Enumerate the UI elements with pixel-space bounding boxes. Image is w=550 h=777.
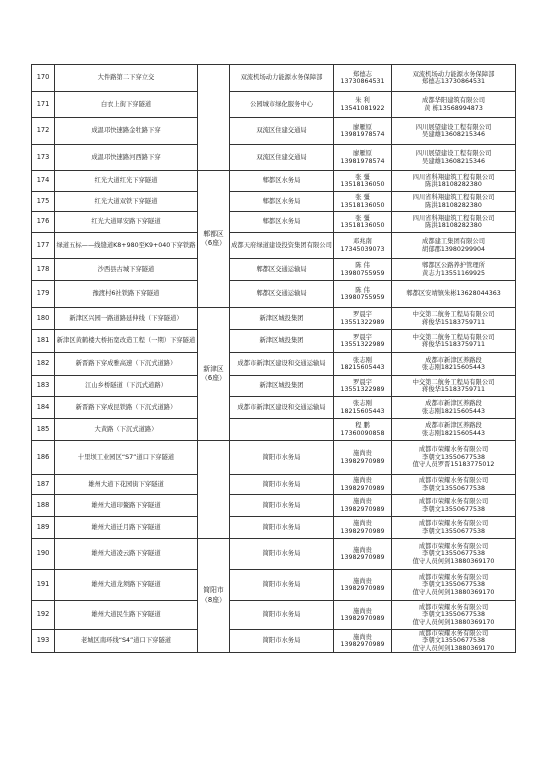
table-row <box>32 570 516 601</box>
responsible-unit-line: 吴建雄13608215346 <box>422 157 485 165</box>
row-number: 185 <box>32 419 55 441</box>
responsible-unit-line: 陈洪18108282380 <box>425 201 482 209</box>
contact-person-line: 施尚贵 <box>353 450 372 458</box>
contact-person <box>334 259 392 281</box>
managing-unit: 简阳市水务局 <box>230 570 334 601</box>
responsible-unit-line: 张志刚18215605443 <box>422 364 485 371</box>
contact-person-line: 13981978574 <box>340 157 385 165</box>
district-cell <box>198 171 230 308</box>
responsible-unit-line: 成都华阳建筑有限公司 <box>422 97 485 105</box>
district-label: （6座） <box>201 374 226 382</box>
responsible-unit <box>392 171 516 192</box>
row-number: 174 <box>32 171 55 192</box>
contact-person-line: 程 鹏 <box>355 422 370 430</box>
table-row <box>32 118 516 145</box>
tunnel-name: 新晋路下穿成昆铁路（下沉式道路） <box>55 397 198 419</box>
managing-unit: 简阳市水务局 <box>230 630 334 653</box>
tunnel-name: 雄州大道凌云路下穿隧道 <box>55 539 198 570</box>
contact-person <box>334 475 392 495</box>
tunnel-name: 沙西县古城下穿隧道 <box>55 259 198 281</box>
responsible-unit-line: 胡郁郡13980299904 <box>422 245 485 253</box>
responsible-unit-line: 中交第二航务工程局有限公司 <box>412 333 495 341</box>
tunnel-name: 红光大道双铁下穿隧道 <box>55 192 198 212</box>
responsible-unit-line: 成都市荣耀水务有限公司 <box>418 446 489 454</box>
contact-person-line: 13982970989 <box>340 585 385 592</box>
table-row <box>32 495 516 517</box>
table-row <box>32 517 516 539</box>
tunnel-name: 新津区兴园一路道路延伸线（下穿隧道） <box>55 308 198 330</box>
responsible-unit-line: 双流机场动力能源水务保障部 <box>412 70 495 78</box>
contact-person <box>334 539 392 570</box>
row-number: 175 <box>32 192 55 212</box>
contact-person-line: 朱 利 <box>355 97 370 105</box>
responsible-unit-line: 李朝文13550677538 <box>422 637 485 645</box>
tunnel-name: 成温邛快速路河西路下穿 <box>55 145 198 171</box>
contact-person-line: 13982970989 <box>340 484 385 492</box>
table-row <box>32 192 516 212</box>
row-number: 186 <box>32 441 55 475</box>
responsible-unit-line: 成都市新津区养路段 <box>425 356 482 364</box>
table-row <box>32 419 516 441</box>
responsible-unit-line: 蒋俊华15183759711 <box>422 318 485 326</box>
managing-unit: 郫都区水务局 <box>230 212 334 233</box>
contact-person <box>334 517 392 539</box>
managing-unit: 郫都区水务局 <box>230 171 334 192</box>
responsible-unit-line: 郑德志13730864531 <box>422 78 485 85</box>
row-number: 188 <box>32 495 55 517</box>
contact-person-line: 13551322989 <box>340 386 385 393</box>
row-number: 190 <box>32 539 55 570</box>
tunnel-name: 红光大道犀安路下穿隧道 <box>55 212 198 233</box>
responsible-unit <box>392 441 516 475</box>
contact-person-line: 13982970989 <box>340 615 385 622</box>
responsible-unit-line: 陈洪18108282380 <box>425 181 482 188</box>
managing-unit: 双流区住建交通局 <box>230 145 334 171</box>
contact-person-line: 13980755959 <box>340 269 385 277</box>
contact-person-line: 13730864531 <box>340 78 385 85</box>
district-label: （6座） <box>201 239 226 247</box>
managing-unit: 新津区城投集团 <box>230 330 334 353</box>
row-number: 172 <box>32 118 55 145</box>
row-number: 187 <box>32 475 55 495</box>
contact-person <box>334 397 392 419</box>
row-number: 191 <box>32 570 55 601</box>
tunnel-name: 成温邛快速路金牡路下穿 <box>55 118 198 145</box>
responsible-unit-line: 李朝文13550677538 <box>422 527 485 535</box>
contact-person <box>334 118 392 145</box>
contact-person-line: 13982970989 <box>340 527 385 535</box>
responsible-unit-line: 李朝文13550677538 <box>422 550 485 558</box>
table-row <box>32 441 516 475</box>
contact-person-line: 施尚贵 <box>353 520 372 528</box>
contact-person-line: 廖雁原 <box>353 123 372 131</box>
contact-person <box>334 419 392 441</box>
responsible-unit <box>392 517 516 539</box>
table-row <box>32 330 516 353</box>
responsible-unit-line: 吴建雄13608215346 <box>422 131 485 138</box>
responsible-unit <box>392 397 516 419</box>
contact-person <box>334 630 392 653</box>
managing-unit: 简阳市水务局 <box>230 495 334 517</box>
managing-unit: 公园城市绿化服务中心 <box>230 92 334 118</box>
district-cell <box>198 308 230 441</box>
table-row <box>32 353 516 376</box>
district-label: 简阳市 <box>203 586 224 595</box>
contact-person <box>334 353 392 376</box>
responsible-unit-line: 李朝文13550677538 <box>422 484 485 492</box>
row-number: 184 <box>32 397 55 419</box>
district-label: 新津区 <box>203 364 224 373</box>
contact-person-line: 施尚贵 <box>353 498 372 506</box>
contact-person-line: 18215605443 <box>340 407 385 415</box>
contact-person-line: 罗晨宇 <box>353 333 372 341</box>
row-number: 171 <box>32 92 55 118</box>
responsible-unit <box>392 570 516 601</box>
responsible-unit <box>392 118 516 145</box>
responsible-unit-line: 蒋俊华15183759711 <box>422 341 485 348</box>
table-row <box>32 539 516 570</box>
contact-person <box>334 601 392 630</box>
row-number: 182 <box>32 353 55 376</box>
responsible-unit-line: 值守人员何剑13880369170 <box>412 557 495 565</box>
row-number: 180 <box>32 308 55 330</box>
contact-person-line: 施尚贵 <box>353 577 372 585</box>
row-number: 181 <box>32 330 55 353</box>
row-number: 193 <box>32 630 55 653</box>
table-row <box>32 171 516 192</box>
contact-person-line: 13541081922 <box>340 104 385 112</box>
tunnel-name: 江山乡桥隧道（下沉式道路） <box>55 376 198 397</box>
contact-person-line: 张 彊 <box>355 214 370 222</box>
responsible-unit-line: 郫都区公路养护管理所 <box>422 262 485 270</box>
responsible-unit-line: 成都市荣耀水务有限公司 <box>418 630 489 637</box>
tunnel-name: 新晋路下穿成雅高速（下沉式道路） <box>55 353 198 376</box>
responsible-unit-line: 成都市荣耀水务有限公司 <box>418 520 489 528</box>
table-row <box>32 233 516 259</box>
responsible-unit-line: 黄 栋13568994873 <box>424 104 483 112</box>
tunnel-name: 大黄路（下沉式道路） <box>55 419 198 441</box>
tunnel-name: 十里坝工业园区“S7”道口下穿隧道 <box>55 441 198 475</box>
responsible-unit <box>392 419 516 441</box>
table-row <box>32 601 516 630</box>
table-row <box>32 630 516 653</box>
contact-person <box>334 495 392 517</box>
contact-person-line: 罗晨宇 <box>353 378 372 386</box>
contact-person-line: 廖雁原 <box>353 150 372 158</box>
contact-person <box>334 212 392 233</box>
tunnel-table <box>31 64 516 653</box>
responsible-unit-line: 中交第二航务工程局有限公司 <box>412 311 495 319</box>
district-cell <box>198 539 230 653</box>
contact-person <box>334 92 392 118</box>
tunnel-name: 白衣上街下穿隧道 <box>55 92 198 118</box>
responsible-unit <box>392 192 516 212</box>
responsible-unit-line: 成都市荣耀水务有限公司 <box>418 542 489 550</box>
table-row <box>32 308 516 330</box>
contact-person-line: 张 彊 <box>355 194 370 202</box>
responsible-unit <box>392 630 516 653</box>
managing-unit: 新津区城投集团 <box>230 308 334 330</box>
row-number: 183 <box>32 376 55 397</box>
responsible-unit <box>392 353 516 376</box>
table-row <box>32 397 516 419</box>
responsible-unit-line: 陈洪18108282380 <box>425 222 482 229</box>
contact-person-line: 陈 伟 <box>355 262 370 270</box>
table-row <box>32 376 516 397</box>
managing-unit: 成都天府绿道建设投资集团有限公司 <box>230 233 334 259</box>
responsible-unit-line: 四川省科翔建筑工程有限公司 <box>412 214 495 222</box>
contact-person <box>334 570 392 601</box>
responsible-unit-line: 值守人员何剑13880369170 <box>412 618 495 626</box>
table-row <box>32 212 516 233</box>
tunnel-name: 雄州大道印鳌路下穿隧道 <box>55 495 198 517</box>
contact-person-line: 13551322989 <box>340 341 385 348</box>
tunnel-name: 雄州大道下花园街下穿隧道 <box>55 475 198 495</box>
responsible-unit-line: 李朝文13550677538 <box>422 453 485 461</box>
contact-person <box>334 233 392 259</box>
responsible-unit-line: 四川展望建设工程有限公司 <box>415 150 492 158</box>
managing-unit <box>230 419 334 441</box>
responsible-unit-line: 成都市新津区养路段 <box>425 422 482 430</box>
responsible-unit-line: 蒋俊华15183759711 <box>422 386 485 393</box>
table-row <box>32 92 516 118</box>
row-number: 179 <box>32 281 55 308</box>
contact-person-line: 陈 伟 <box>355 286 370 294</box>
contact-person-line: 13982970989 <box>340 457 385 465</box>
responsible-unit <box>392 495 516 517</box>
tunnel-name: 红光大道红光下穿隧道 <box>55 171 198 192</box>
contact-person-line: 13982970989 <box>340 641 385 649</box>
responsible-unit-line: 成都市荣耀水务有限公司 <box>418 573 489 581</box>
contact-person <box>334 145 392 171</box>
managing-unit: 简阳市水务局 <box>230 441 334 475</box>
responsible-unit-line: 李朝文13550677538 <box>422 581 485 589</box>
managing-unit: 成都市新津区建设和交通运输局 <box>230 397 334 419</box>
responsible-unit-line: 值守人员何剑13880369170 <box>412 588 495 596</box>
responsible-unit-line: 李朝文13550677538 <box>422 611 485 619</box>
responsible-unit-line: 成都建工集团有限公司 <box>422 238 485 246</box>
responsible-unit <box>392 212 516 233</box>
managing-unit: 简阳市水务局 <box>230 475 334 495</box>
contact-person <box>334 171 392 192</box>
responsible-unit <box>392 281 516 308</box>
responsible-unit-line: 值守人员罗晋15183775012 <box>412 461 495 469</box>
responsible-unit <box>392 259 516 281</box>
tunnel-name: 大件路第二下穿立交 <box>55 65 198 92</box>
table-row <box>32 259 516 281</box>
responsible-unit-line: 成都市荣耀水务有限公司 <box>418 498 489 506</box>
responsible-unit-line: 值守人员何剑13880369170 <box>412 644 495 652</box>
managing-unit: 新津区城投集团 <box>230 376 334 397</box>
table-row <box>32 145 516 171</box>
contact-person-line: 张 彊 <box>355 173 370 181</box>
responsible-unit-line: 四川省科翔建筑工程有限公司 <box>412 173 495 181</box>
responsible-unit <box>392 145 516 171</box>
managing-unit: 郫都区交通运输局 <box>230 281 334 308</box>
responsible-unit <box>392 233 516 259</box>
contact-person-line: 13518136050 <box>340 222 385 229</box>
responsible-unit <box>392 308 516 330</box>
table-row <box>32 281 516 308</box>
district-label: （8座） <box>201 595 226 604</box>
contact-person <box>334 330 392 353</box>
row-number: 173 <box>32 145 55 171</box>
managing-unit: 简阳市水务局 <box>230 539 334 570</box>
contact-person-line: 张志刚 <box>353 400 372 408</box>
managing-unit: 双流机场动力能源水务保障部 <box>230 65 334 92</box>
district-cell <box>198 65 230 171</box>
contact-person <box>334 376 392 397</box>
responsible-unit-line: 成都市新津区养路段 <box>425 400 482 408</box>
contact-person-line: 13982970989 <box>340 554 385 561</box>
tunnel-name: 老城区南环线“S4”道口下穿隧道 <box>55 630 198 653</box>
responsible-unit <box>392 539 516 570</box>
tunnel-name: 豫渡村6社铁路下穿隧道 <box>55 281 198 308</box>
contact-person-line: 邓兆南 <box>353 238 372 246</box>
responsible-unit <box>392 92 516 118</box>
contact-person-line: 13518136050 <box>340 201 385 209</box>
district-cell <box>198 441 230 539</box>
contact-person-line: 13982970989 <box>340 505 385 513</box>
managing-unit: 郫都区交通运输局 <box>230 259 334 281</box>
responsible-unit-line: 张志刚18215605443 <box>422 407 485 415</box>
responsible-unit-line: 成都市荣耀水务有限公司 <box>418 477 489 485</box>
contact-person <box>334 65 392 92</box>
contact-person-line: 17345039073 <box>340 245 385 253</box>
contact-person-line: 18215605443 <box>340 364 385 371</box>
managing-unit: 简阳市水务局 <box>230 601 334 630</box>
contact-person-line: 罗晨宇 <box>353 311 372 319</box>
responsible-unit-line: 李朝文13550677538 <box>422 505 485 513</box>
contact-person-line: 郑德志 <box>353 70 372 78</box>
tunnel-name: 新津区黄鹤楼大桥拓宽改造工程（一期）下穿隧道 <box>55 330 198 353</box>
responsible-unit <box>392 601 516 630</box>
row-number: 170 <box>32 65 55 92</box>
responsible-unit <box>392 65 516 92</box>
responsible-unit <box>392 376 516 397</box>
district-label: 郫都区 <box>203 229 224 238</box>
row-number: 189 <box>32 517 55 539</box>
table-row <box>32 475 516 495</box>
managing-unit: 双流区住建交通局 <box>230 118 334 145</box>
responsible-unit-line: 四川省科翔建筑工程有限公司 <box>412 194 495 202</box>
responsible-unit-line: 成都市荣耀水务有限公司 <box>418 603 489 611</box>
responsible-unit <box>392 330 516 353</box>
contact-person-line: 13551322989 <box>340 318 385 326</box>
contact-person <box>334 192 392 212</box>
row-number: 176 <box>32 212 55 233</box>
row-number: 177 <box>32 233 55 259</box>
tunnel-name: 雄州大道民生路下穿隧道 <box>55 601 198 630</box>
tunnel-name: 雄州大道迁月路下穿隧道 <box>55 517 198 539</box>
contact-person-line: 施尚贵 <box>353 607 372 615</box>
tunnel-list-document <box>31 64 516 653</box>
managing-unit: 成都市新津区建设和交通运输局 <box>230 353 334 376</box>
tunnel-name: 绿道五标——线缝道K8+980至K9+040下穿铁路 <box>55 233 198 259</box>
responsible-unit-line: 郫都区安靖镇朱彬13628044363 <box>406 290 501 298</box>
row-number: 178 <box>32 259 55 281</box>
contact-person <box>334 441 392 475</box>
contact-person-line: 施尚贵 <box>353 633 372 641</box>
contact-person-line: 13981978574 <box>340 131 385 138</box>
contact-person <box>334 308 392 330</box>
contact-person-line: 施尚贵 <box>353 546 372 554</box>
responsible-unit-line: 四川展望建设工程有限公司 <box>415 123 492 131</box>
responsible-unit-line: 张志刚18215605443 <box>422 429 485 437</box>
managing-unit: 简阳市水务局 <box>230 517 334 539</box>
contact-person-line: 施尚贵 <box>353 477 372 485</box>
contact-person <box>334 281 392 308</box>
row-number: 192 <box>32 601 55 630</box>
contact-person-line: 张志刚 <box>353 356 372 364</box>
tunnel-name: 雄州大道龙须路下穿隧道 <box>55 570 198 601</box>
contact-person-line: 13980755959 <box>340 294 385 301</box>
table-row <box>32 65 516 92</box>
responsible-unit <box>392 475 516 495</box>
contact-person-line: 17360090858 <box>340 429 385 437</box>
responsible-unit-line: 黄志力13551169925 <box>422 269 485 277</box>
contact-person-line: 13518136050 <box>340 181 385 188</box>
responsible-unit-line: 中交第二航务工程局有限公司 <box>412 378 495 386</box>
managing-unit: 郫都区水务局 <box>230 192 334 212</box>
